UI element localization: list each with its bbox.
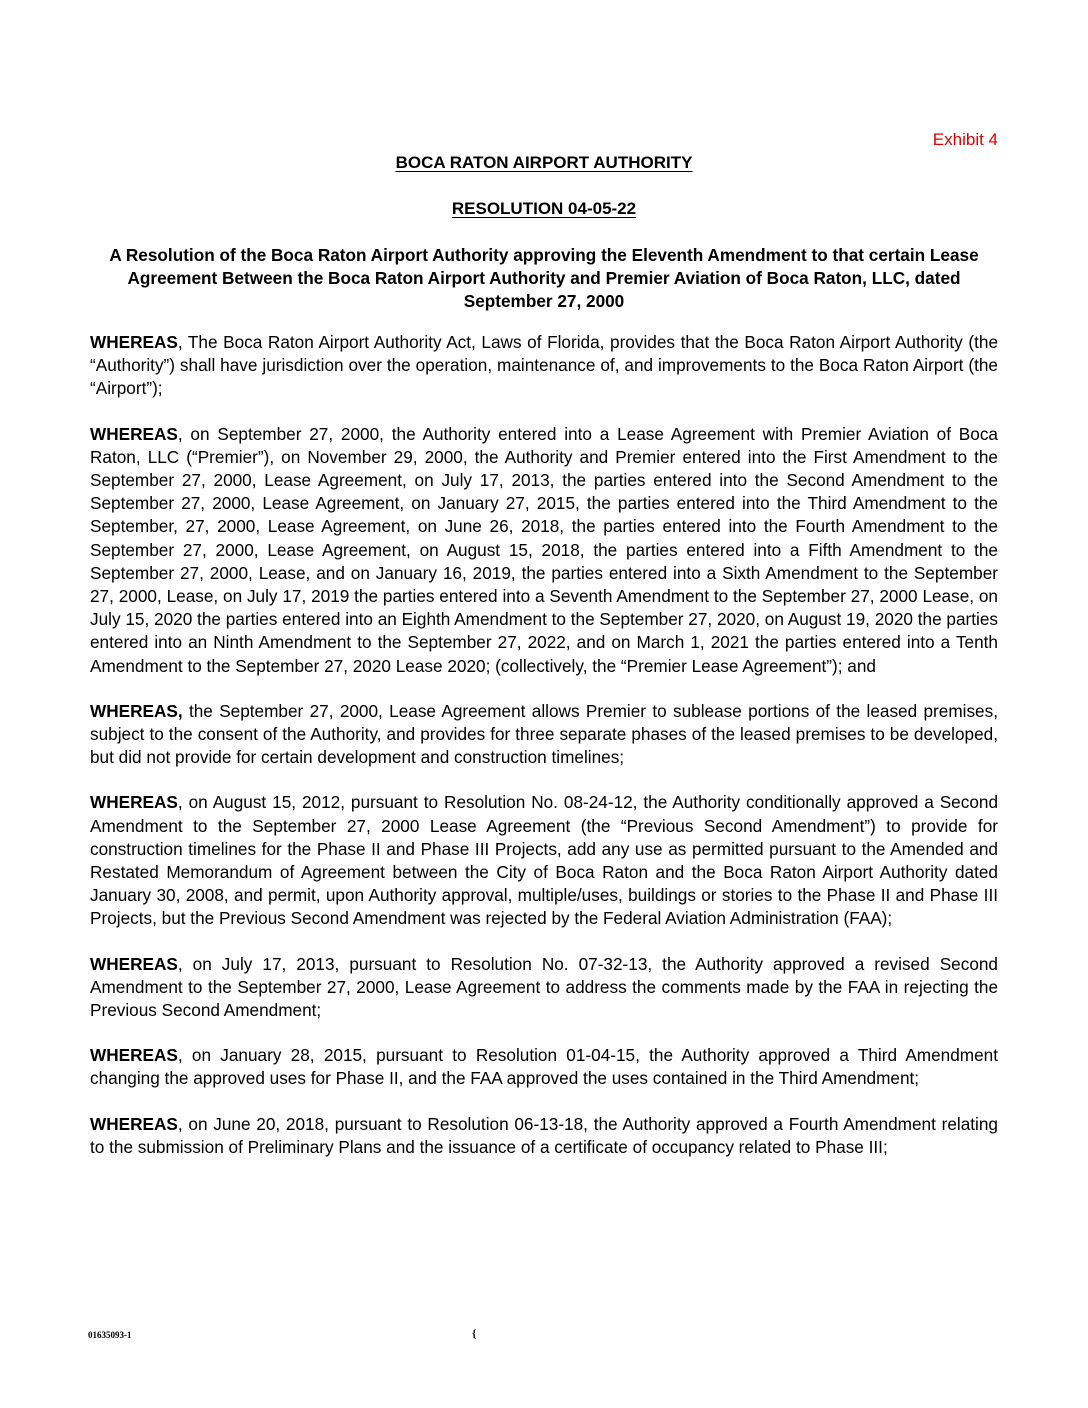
paragraph-text: , on June 20, 2018, pursuant to Resolution 06-13-18, the Authority approved a Fourth Amendment relating to the submission of Preliminary Plans and the issuance of a certificate of occupancy related to Phase III; xyxy=(90,1113,998,1157)
whereas-paragraph-5 xyxy=(90,953,998,1023)
resolution-subtitle: A Resolution of the Boca Raton Airport Authority approving the Eleventh Amendment to that certain Lease Agreement Between the Boca Raton Airport Authority and Premier Aviation of Boca Raton, LLC, dated September 27, 2000 xyxy=(109,245,979,311)
organization-title: BOCA RATON AIRPORT AUTHORITY xyxy=(395,153,693,172)
paragraph-text: , The Boca Raton Airport Authority Act, Laws of Florida, provides that the Boca Raton Airport Authority (the “Authority”) shall have jurisdiction over the operation, maintenance of, and improvements to the Boca Raton Airport (the “Airport”); xyxy=(90,332,998,399)
paragraph-text: , on January 28, 2015, pursuant to Resolution 01-04-15, the Authority approved a Third Amendment changing the approved uses for Phase II, and the FAA approved the uses contained in the Third Amendment; xyxy=(90,1045,998,1089)
resolution-title: RESOLUTION 04-05-22 xyxy=(451,199,637,218)
whereas-lead: WHEREAS xyxy=(90,792,178,813)
whereas-lead: WHEREAS xyxy=(90,332,178,352)
whereas-paragraph-7 xyxy=(90,1113,998,1159)
paragraph-text: the September 27, 2000, Lease Agreement allows Premier to sublease portions of the leased premises, subject to the consent of the Authority, and provides for three separate phases of the leased premises to be developed, but did not provide for certain development and construction timelines; xyxy=(90,700,998,768)
whereas-paragraph-1 xyxy=(90,331,998,401)
whereas-paragraph-4 xyxy=(90,791,998,930)
paragraph-text: , on August 15, 2012, pursuant to Resolution No. 08-24-12, the Authority conditionally approved a Second Amendment to the September 27, 2000 Lease Agreement (the “Previous Second Amendment”) to provide for construction timelines for the Phase II and Phase III Projects, add any use as permitted pursuant to the Amended and Restated Memorandum of Agreement between the City of Boca Raton and the Boca Raton Airport Authority dated January 30, 2008, and permit, upon Authority approval, multiple/uses, buildings or stories to the Phase II and Phase III Projects, but the Previous Second Amendment was rejected by the Federal Aviation Administration (FAA); xyxy=(90,792,998,929)
whereas-paragraph-6 xyxy=(90,1044,998,1090)
whereas-lead: WHEREAS, xyxy=(90,700,183,721)
whereas-lead: WHEREAS xyxy=(90,1045,178,1066)
footer-page-marker: { xyxy=(472,1328,477,1340)
whereas-paragraph-3 xyxy=(90,700,998,770)
paragraph-text: , on September 27, 2000, the Authority entered into a Lease Agreement with Premier Aviation of Boca Raton, LLC (“Premier”), on November 29, 2000, the Authority and Premier entered into the First Amendment to the September 27, 2000, Lease Agreement, on July 17, 2013, the parties entered into the Second Amendment to the September 27, 2000, Lease Agreement, on January 27, 2015, the parties entered into the Third Amendment to the September, 27, 2000, Lease Agreement, on June 26, 2018, the parties entered into the Fourth Amendment to the September 27, 2000, Lease Agreement, on August 15, 2018, the parties entered into a Fifth Amendment to the September 27, 2000, Lease, and on January 16, 2019, the parties entered into a Sixth Amendment to the September 27, 2000, Lease, on July 17, 2019 the parties entered into a Seventh Amendment to the September 27, 2000 Lease, on July 15, 2020 the parties entered into an Eighth Amendment to the September 27, 2020, on August 19, 2020 the parties entered into an Ninth Amendment to the September 27, 2022, and on March 1, 2021 the parties entered into a Tenth Amendment to the September 27, 2020 Lease 2020; (collectively, the “Premier Lease Agreement”); and xyxy=(90,423,998,676)
whereas-paragraph-2 xyxy=(90,423,998,678)
whereas-lead: WHEREAS xyxy=(90,423,178,444)
document-body xyxy=(90,331,998,1181)
whereas-lead: WHEREAS xyxy=(90,953,178,974)
footer-document-id: 01635093-1 xyxy=(88,1330,132,1340)
paragraph-text: , on July 17, 2013, pursuant to Resolution No. 07-32-13, the Authority approved a revised Second Amendment to the September 27, 2000, Lease Agreement to address the comments made by the FAA in rejecting the Previous Second Amendment; xyxy=(90,953,998,1021)
whereas-lead: WHEREAS xyxy=(90,1113,178,1134)
exhibit-label: Exhibit 4 xyxy=(932,130,998,149)
